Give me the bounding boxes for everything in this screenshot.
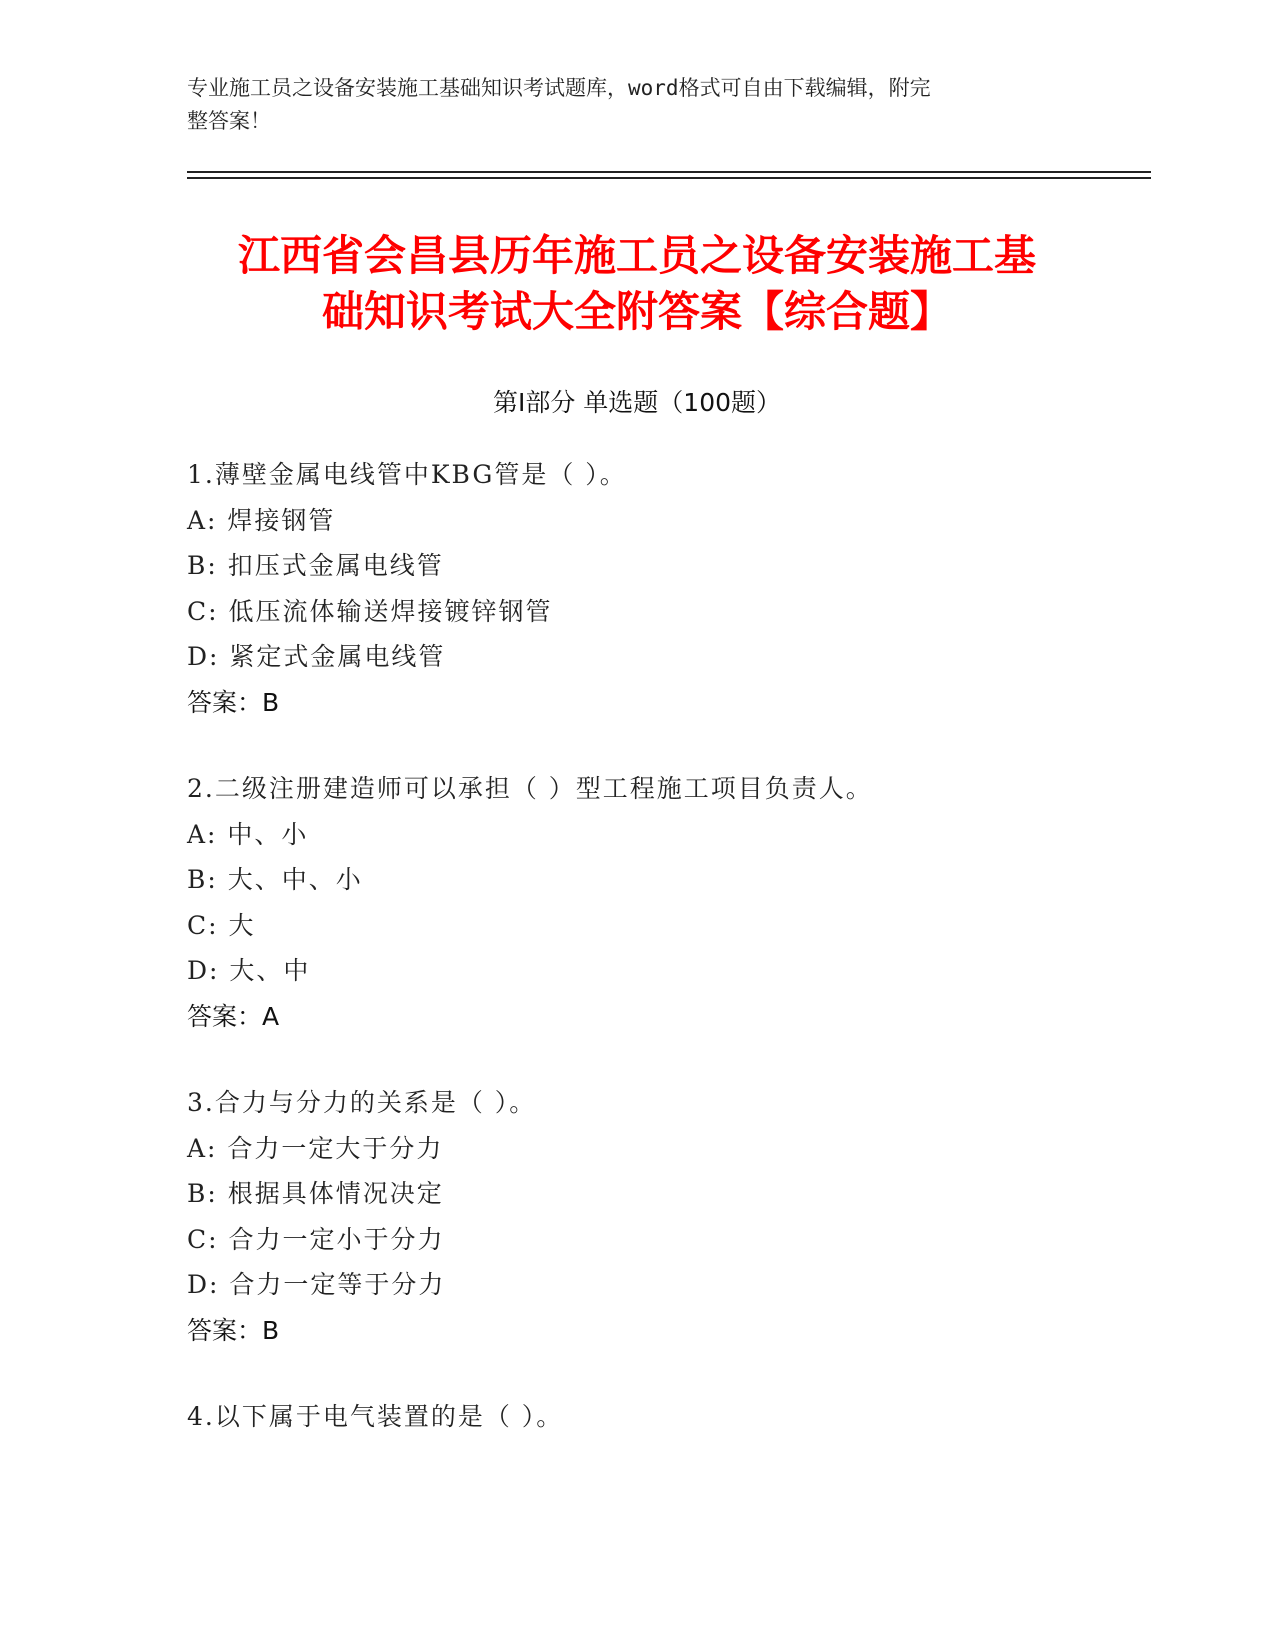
- option-c: C: 大: [187, 910, 256, 940]
- question-text: 1.薄壁金属电线管中KBG管是（ ）。: [187, 460, 627, 489]
- document-header: [187, 72, 1067, 138]
- header-line-1: 专业施工员之设备安装施工基础知识考试题库，word格式可自由下载编辑，附完: [187, 76, 931, 100]
- answer: 答案：A: [187, 1001, 280, 1031]
- question-text: 2.二级注册建造师可以承担（ ）型工程施工项目负责人。: [187, 774, 873, 803]
- question-4: [187, 1394, 1087, 1440]
- section-heading: 第Ⅰ部分 单选题（100题）: [492, 388, 782, 417]
- question-text: 3.合力与分力的关系是（ ）。: [187, 1088, 537, 1117]
- title-line-2: 础知识考试大全附答案【综合题】: [321, 287, 952, 336]
- document-title: [187, 228, 1087, 340]
- header-line-2: 整答案！: [187, 109, 271, 133]
- option-a: A: 合力一定大于分力: [187, 1133, 444, 1163]
- option-d: D: 大、中: [187, 956, 311, 985]
- question-text: 4.以下属于电气装置的是（ ）。: [187, 1402, 564, 1431]
- answer: 答案：B: [187, 1315, 280, 1345]
- question-2: [187, 766, 1087, 1039]
- option-b: B: 扣压式金属电线管: [187, 551, 444, 580]
- option-c: C: 低压流体输送焊接镀锌钢管: [187, 596, 553, 626]
- option-a: A: 中、小: [187, 819, 309, 849]
- option-d: D: 合力一定等于分力: [187, 1270, 446, 1299]
- question-1: [187, 452, 1087, 725]
- option-c: C: 合力一定小于分力: [187, 1224, 445, 1254]
- header-divider-top: [187, 171, 1151, 173]
- option-a: A: 焊接钢管: [187, 505, 336, 535]
- option-d: D: 紧定式金属电线管: [187, 642, 446, 671]
- option-b: B: 大、中、小: [187, 865, 363, 894]
- answer: 答案：B: [187, 687, 280, 717]
- question-3: [187, 1080, 1087, 1353]
- option-b: B: 根据具体情况决定: [187, 1179, 444, 1208]
- header-divider-bottom: [187, 177, 1151, 179]
- title-line-1: 江西省会昌县历年施工员之设备安装施工基: [237, 231, 1036, 280]
